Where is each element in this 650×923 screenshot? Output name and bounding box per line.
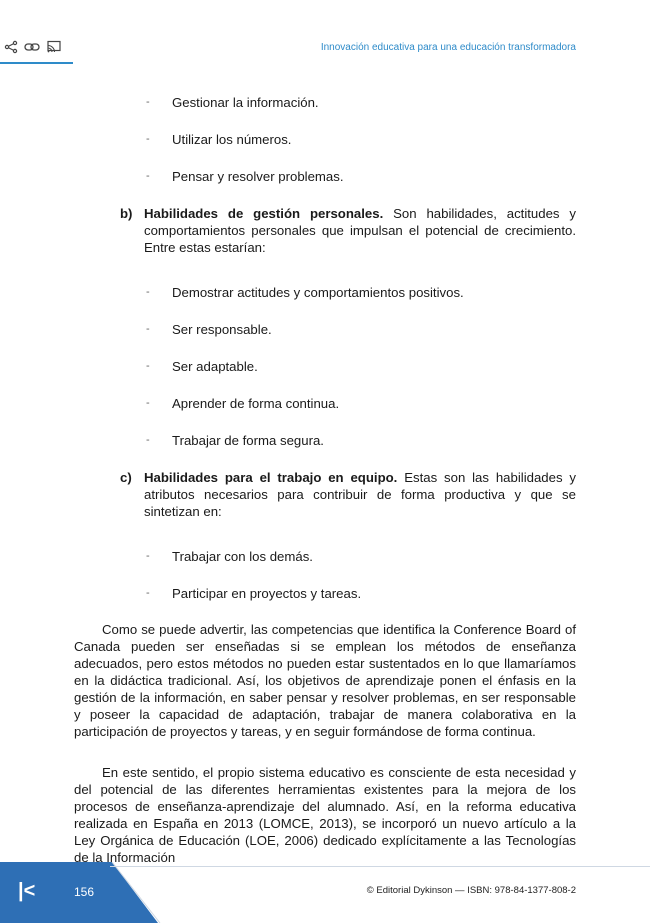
- section-letter: b): [120, 206, 133, 221]
- cast-icon[interactable]: [46, 40, 62, 54]
- section-lead: Habilidades de gestión personales.: [144, 206, 384, 221]
- section-body: Son habilidades, actitudes y comportamientos personales que impulsan el potencial de crecimiento. Entre estas estarían:: [144, 206, 576, 255]
- list-item-text: Demostrar actitudes y comportamientos positivos.: [172, 285, 464, 300]
- list-marker: -: [146, 133, 150, 145]
- copyright-notice: © Editorial Dykinson — ISBN: 978-84-1377-808-2: [366, 885, 576, 896]
- body-paragraph: En este sentido, el propio sistema educativo es consciente de esta necesidad y del potencial de las diferentes herramientas existentes para la mejora de los procesos de enseñanza-aprendizaje del alumnado. Así, en la reforma educativa realizada en España en 2013 (LOMCE, 2013), se incorporó un nuevo artículo a la Ley Orgánica de Educación (LOE, 2006) dedicado explícitamente a las Tecnologías de la Información: [74, 765, 576, 865]
- link-icon[interactable]: [24, 40, 40, 54]
- list-marker: -: [146, 96, 150, 108]
- section-letter: c): [120, 470, 132, 485]
- list-marker: -: [146, 397, 150, 409]
- list-marker: -: [146, 323, 150, 335]
- list-marker: -: [146, 434, 150, 446]
- page-number: 156: [74, 885, 95, 899]
- list-marker: -: [146, 170, 150, 182]
- book-title: Innovación educativa para una educación transformadora: [320, 42, 576, 53]
- list-item-text: Ser adaptable.: [172, 359, 258, 374]
- list-marker: -: [146, 587, 150, 599]
- list-marker: -: [146, 360, 150, 372]
- section-text: [144, 469, 576, 520]
- list-item-text: Utilizar los números.: [172, 132, 292, 147]
- footer-rule: [110, 866, 650, 867]
- list-item-text: Pensar y resolver problemas.: [172, 169, 344, 184]
- section-body: Estas son las habilidades y atributos necesarios para contribuir de forma productiva y que se sintetizan en:: [144, 470, 576, 519]
- section-c: [120, 469, 576, 520]
- list-item-text: Gestionar la información.: [172, 95, 319, 110]
- list-item-text: Trabajar de forma segura.: [172, 433, 324, 448]
- first-page-button[interactable]: |<: [18, 880, 36, 902]
- list-item-text: Participar en proyectos y tareas.: [172, 586, 362, 601]
- list-item-text: Aprender de forma continua.: [172, 396, 340, 411]
- section-text: [144, 205, 576, 256]
- section-b: [120, 205, 576, 256]
- section-lead: Habilidades para el trabajo en equipo.: [144, 470, 398, 485]
- list-marker: -: [146, 286, 150, 298]
- share-icon[interactable]: [4, 40, 18, 54]
- list-item-text: Trabajar con los demás.: [172, 549, 313, 564]
- header-rule: [0, 62, 73, 64]
- body-paragraph: Como se puede advertir, las competencias que identifica la Conference Board of Canada pueden ser enseñadas si se emplean los métodos de enseñanza adecuados, pero estos métodos no pueden estar sustentados en lo que llamaríamos en la didáctica tradicional. Así, los objetivos de aprendizaje ponen el énfasis en la gestión de la información, en saber pensar y resolver problemas, en ser responsable y poseer la capacidad de adaptación, trabajar de manera colaborativa en la participación de proyectos y tareas, y en seguir formándose de forma continua.: [74, 622, 576, 739]
- list-item-text: Ser responsable.: [172, 322, 272, 337]
- header-toolbar: [4, 40, 62, 54]
- list-marker: -: [146, 550, 150, 562]
